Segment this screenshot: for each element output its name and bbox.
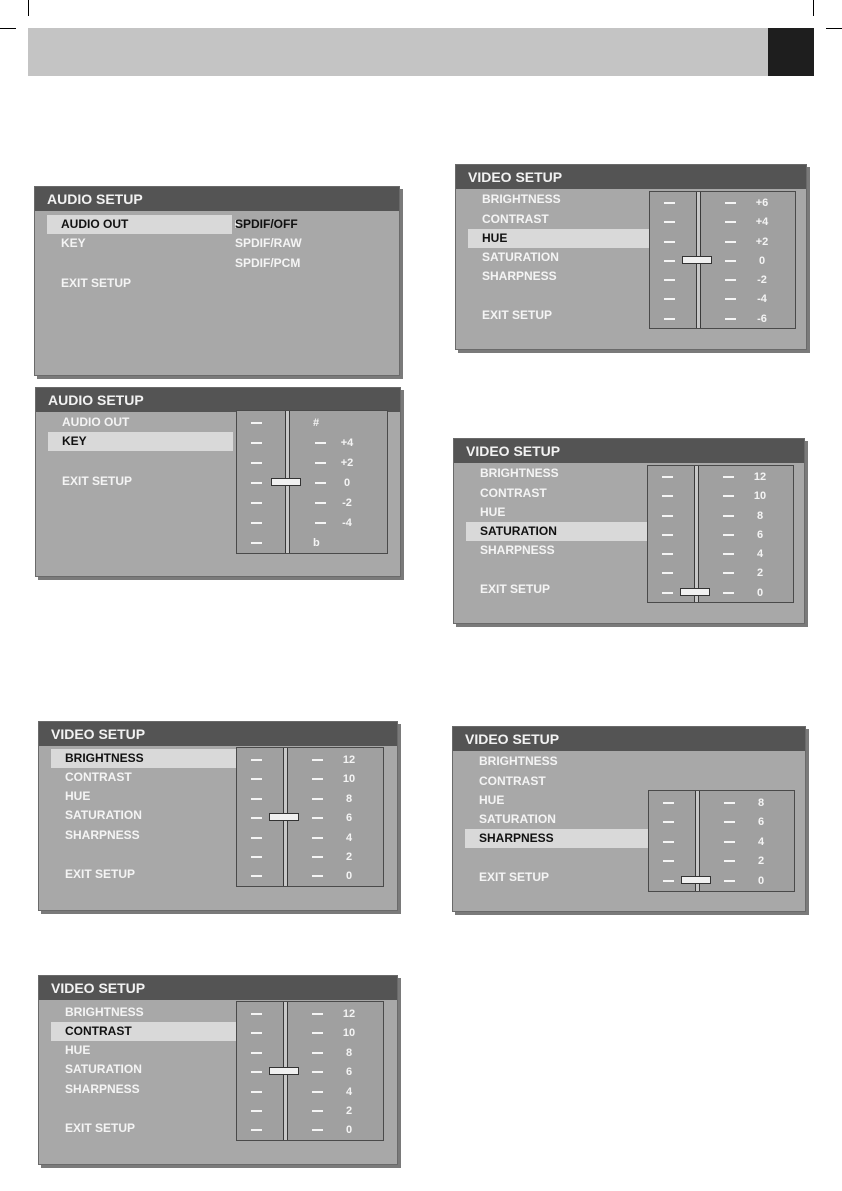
menu-item-exit-setup[interactable] bbox=[47, 274, 232, 293]
menu-item-label: EXIT SETUP bbox=[480, 582, 551, 596]
slider-tick bbox=[312, 1032, 323, 1034]
slider-tick bbox=[664, 241, 675, 243]
slider-tick bbox=[251, 1071, 262, 1073]
slider-label: 0 bbox=[345, 870, 353, 882]
saturation-slider[interactable] bbox=[647, 465, 794, 603]
slider-tick bbox=[251, 442, 262, 444]
slider-tick bbox=[724, 880, 735, 882]
hue-slider[interactable] bbox=[649, 191, 796, 329]
menu-title: VIDEO SETUP bbox=[453, 727, 805, 751]
menu-item-label: CONTRAST bbox=[479, 774, 546, 788]
slider-tick bbox=[663, 841, 674, 843]
crop-mark bbox=[826, 28, 842, 29]
slider-tick bbox=[251, 1110, 262, 1112]
slider-label: 6 bbox=[757, 816, 765, 828]
menu-item-label: HUE bbox=[65, 789, 91, 803]
menu-item-label: SATURATION bbox=[482, 250, 559, 264]
menu-item-brightness[interactable] bbox=[465, 752, 650, 771]
slider-label: 2 bbox=[756, 567, 764, 579]
menu-title: VIDEO SETUP bbox=[454, 439, 804, 463]
page-number-block bbox=[768, 28, 814, 76]
slider-tick bbox=[315, 462, 326, 464]
menu-item-label: SHARPNESS bbox=[479, 831, 554, 845]
menu-item-sharpness[interactable] bbox=[468, 267, 653, 286]
menu-item-hue[interactable] bbox=[51, 1041, 236, 1060]
slider-tick bbox=[312, 759, 323, 761]
crop-mark bbox=[813, 0, 814, 16]
slider-tick bbox=[312, 817, 323, 819]
video-setup-menu-sharpness bbox=[452, 726, 806, 912]
slider-tick bbox=[725, 202, 736, 204]
slider-tick bbox=[312, 856, 323, 858]
menu-item-saturation[interactable] bbox=[51, 806, 236, 825]
menu-item-label: EXIT SETUP bbox=[65, 867, 136, 881]
menu-item-label: EXIT SETUP bbox=[482, 308, 553, 322]
menu-item-exit-setup[interactable] bbox=[51, 1119, 236, 1138]
menu-item-label: HUE bbox=[479, 793, 505, 807]
slider-tick bbox=[723, 572, 734, 574]
slider-tick bbox=[315, 502, 326, 504]
slider-tick bbox=[663, 802, 674, 804]
slider-label: 4 bbox=[756, 548, 764, 560]
slider-label: 6 bbox=[756, 529, 764, 541]
slider-tick bbox=[662, 534, 673, 536]
slider-label: 2 bbox=[345, 851, 353, 863]
menu-item-hue[interactable] bbox=[465, 791, 650, 810]
menu-item-exit-setup[interactable] bbox=[466, 580, 651, 599]
slider-tick bbox=[251, 522, 262, 524]
menu-item-label: EXIT SETUP bbox=[61, 276, 132, 290]
slider-tick bbox=[723, 534, 734, 536]
slider-label: -2 bbox=[342, 497, 352, 509]
slider-tick bbox=[251, 462, 262, 464]
slider-tick bbox=[662, 553, 673, 555]
crop-mark bbox=[28, 0, 29, 16]
slider-label: 12 bbox=[753, 471, 767, 483]
page-header-bar bbox=[28, 28, 768, 76]
slider-label: 8 bbox=[756, 510, 764, 522]
menu-item-label: SATURATION bbox=[65, 808, 142, 822]
slider-tick bbox=[251, 1129, 262, 1131]
slider-tick bbox=[251, 1052, 262, 1054]
slider-knob[interactable] bbox=[682, 256, 712, 264]
slider-tick bbox=[663, 860, 674, 862]
slider-label: -6 bbox=[757, 313, 767, 325]
slider-tick bbox=[251, 837, 262, 839]
slider-label: +4 bbox=[755, 216, 769, 228]
slider-track bbox=[694, 466, 699, 602]
menu-item-brightness[interactable] bbox=[51, 749, 236, 768]
slider-label: 8 bbox=[345, 793, 353, 805]
slider-tick bbox=[312, 798, 323, 800]
slider-tick bbox=[251, 482, 262, 484]
slider-label: 6 bbox=[345, 812, 353, 824]
menu-item-saturation[interactable] bbox=[465, 810, 650, 829]
menu-item-contrast[interactable] bbox=[466, 484, 651, 503]
slider-tick bbox=[251, 817, 262, 819]
slider-label: 10 bbox=[753, 490, 767, 502]
slider-label: 0 bbox=[343, 477, 351, 489]
slider-tick bbox=[662, 495, 673, 497]
menu-item-hue[interactable] bbox=[466, 503, 651, 522]
menu-title: AUDIO SETUP bbox=[35, 187, 399, 211]
menu-item-hue[interactable] bbox=[468, 229, 653, 248]
slider-tick bbox=[312, 1129, 323, 1131]
menu-item-sharpness[interactable] bbox=[51, 826, 236, 845]
menu-item-sharpness[interactable] bbox=[466, 541, 651, 560]
slider-label: 10 bbox=[342, 773, 356, 785]
crop-mark bbox=[0, 28, 16, 29]
slider-tick bbox=[723, 515, 734, 517]
slider-tick bbox=[251, 542, 262, 544]
slider-tick bbox=[662, 592, 673, 594]
menu-item-label: SHARPNESS bbox=[65, 1082, 140, 1096]
slider-label: +4 bbox=[340, 437, 354, 449]
slider-tick bbox=[663, 821, 674, 823]
menu-item-label: CONTRAST bbox=[480, 486, 547, 500]
slider-label: -4 bbox=[757, 293, 767, 305]
menu-item-saturation[interactable] bbox=[466, 522, 651, 541]
slider-tick bbox=[662, 515, 673, 517]
slider-tick bbox=[251, 1091, 262, 1093]
key-slider[interactable] bbox=[236, 410, 388, 554]
slider-label: 8 bbox=[757, 797, 765, 809]
menu-item-label: CONTRAST bbox=[482, 212, 549, 226]
brightness-slider[interactable] bbox=[236, 747, 384, 887]
slider-tick bbox=[725, 298, 736, 300]
slider-tick bbox=[724, 821, 735, 823]
slider-label: 12 bbox=[342, 754, 356, 766]
sharpness-slider[interactable] bbox=[648, 790, 795, 892]
menu-item-label: HUE bbox=[482, 231, 508, 245]
slider-label: b bbox=[313, 537, 320, 549]
slider-tick bbox=[664, 221, 675, 223]
menu-item-label: KEY bbox=[62, 434, 87, 448]
slider-tick bbox=[251, 798, 262, 800]
menu-item-label: EXIT SETUP bbox=[65, 1121, 136, 1135]
menu-title: VIDEO SETUP bbox=[39, 722, 397, 746]
slider-tick bbox=[664, 202, 675, 204]
slider-knob[interactable] bbox=[269, 813, 299, 821]
menu-item-label: KEY bbox=[61, 236, 86, 250]
slider-tick bbox=[312, 1110, 323, 1112]
menu-item-audio-out[interactable] bbox=[47, 215, 232, 234]
audio-setup-menu-key bbox=[35, 387, 401, 577]
menu-title: VIDEO SETUP bbox=[39, 976, 397, 1000]
slider-tick bbox=[664, 298, 675, 300]
slider-tick bbox=[315, 442, 326, 444]
slider-label: 12 bbox=[342, 1008, 356, 1020]
menu-item-label: EXIT SETUP bbox=[62, 474, 133, 488]
option-spdif-raw[interactable]: SPDIF/RAW bbox=[235, 236, 302, 250]
slider-label: 2 bbox=[757, 855, 765, 867]
menu-item-brightness[interactable] bbox=[466, 464, 651, 483]
video-setup-menu-contrast bbox=[38, 975, 398, 1165]
menu-item-label: CONTRAST bbox=[65, 1024, 132, 1038]
slider-tick bbox=[251, 856, 262, 858]
slider-label: 4 bbox=[345, 1086, 353, 1098]
slider-tick bbox=[251, 1032, 262, 1034]
slider-label: -4 bbox=[342, 517, 352, 529]
slider-tick bbox=[312, 1052, 323, 1054]
menu-item-exit-setup[interactable] bbox=[48, 472, 233, 491]
menu-item-label: BRIGHTNESS bbox=[65, 1005, 144, 1019]
slider-label: 0 bbox=[757, 875, 765, 887]
menu-item-label: SATURATION bbox=[479, 812, 556, 826]
slider-label: 4 bbox=[345, 832, 353, 844]
slider-label: 8 bbox=[345, 1047, 353, 1059]
slider-tick bbox=[662, 572, 673, 574]
menu-item-key[interactable] bbox=[48, 432, 233, 451]
menu-title: VIDEO SETUP bbox=[456, 165, 806, 189]
menu-item-label: BRIGHTNESS bbox=[65, 751, 144, 765]
slider-tick bbox=[312, 778, 323, 780]
slider-knob[interactable] bbox=[269, 1067, 299, 1075]
slider-knob[interactable] bbox=[271, 478, 301, 486]
audio-setup-menu-audio-out bbox=[34, 186, 400, 376]
slider-tick bbox=[663, 880, 674, 882]
menu-item-brightness[interactable] bbox=[51, 1003, 236, 1022]
slider-tick bbox=[723, 476, 734, 478]
menu-item-label: BRIGHTNESS bbox=[482, 192, 561, 206]
slider-tick bbox=[723, 495, 734, 497]
slider-knob[interactable] bbox=[681, 876, 711, 884]
menu-item-exit-setup[interactable] bbox=[51, 865, 236, 884]
menu-item-exit-setup[interactable] bbox=[468, 306, 653, 325]
slider-label: +6 bbox=[755, 197, 769, 209]
menu-item-exit-setup[interactable] bbox=[465, 868, 650, 887]
menu-item-contrast[interactable] bbox=[468, 210, 653, 229]
menu-item-label: SHARPNESS bbox=[65, 828, 140, 842]
menu-item-sharpness[interactable] bbox=[465, 829, 650, 848]
slider-label: 10 bbox=[342, 1027, 356, 1039]
slider-tick bbox=[315, 482, 326, 484]
slider-tick bbox=[662, 476, 673, 478]
option-spdif-pcm[interactable]: SPDIF/PCM bbox=[235, 256, 301, 270]
slider-label: 4 bbox=[757, 836, 765, 848]
menu-item-label: SATURATION bbox=[480, 524, 557, 538]
menu-item-key[interactable] bbox=[47, 234, 232, 253]
slider-tick bbox=[251, 778, 262, 780]
slider-tick bbox=[251, 502, 262, 504]
menu-item-label: HUE bbox=[480, 505, 506, 519]
slider-tick bbox=[724, 860, 735, 862]
slider-tick bbox=[312, 1071, 323, 1073]
menu-item-label: CONTRAST bbox=[65, 770, 132, 784]
video-setup-menu-brightness bbox=[38, 721, 398, 911]
menu-item-label: AUDIO OUT bbox=[62, 415, 130, 429]
slider-tick bbox=[251, 1013, 262, 1015]
slider-tick bbox=[251, 875, 262, 877]
slider-tick bbox=[312, 875, 323, 877]
slider-tick bbox=[725, 241, 736, 243]
video-setup-menu-saturation bbox=[453, 438, 805, 624]
contrast-slider[interactable] bbox=[236, 1001, 384, 1141]
slider-label: 2 bbox=[345, 1105, 353, 1117]
slider-label: 0 bbox=[758, 255, 766, 267]
slider-tick bbox=[725, 221, 736, 223]
slider-label: +2 bbox=[340, 457, 354, 469]
slider-tick bbox=[723, 553, 734, 555]
menu-item-label: BRIGHTNESS bbox=[480, 466, 559, 480]
slider-tick bbox=[724, 802, 735, 804]
slider-tick bbox=[725, 279, 736, 281]
slider-tick bbox=[724, 841, 735, 843]
menu-item-label: BRIGHTNESS bbox=[479, 754, 558, 768]
slider-label: 0 bbox=[756, 587, 764, 599]
menu-item-brightness[interactable] bbox=[468, 190, 653, 209]
menu-item-contrast[interactable] bbox=[51, 1022, 236, 1041]
slider-tick bbox=[312, 1091, 323, 1093]
menu-item-label: SHARPNESS bbox=[480, 543, 555, 557]
menu-item-sharpness[interactable] bbox=[51, 1080, 236, 1099]
menu-item-contrast[interactable] bbox=[51, 768, 236, 787]
menu-item-audio-out[interactable] bbox=[48, 413, 233, 432]
slider-tick bbox=[664, 260, 675, 262]
menu-item-hue[interactable] bbox=[51, 787, 236, 806]
slider-tick bbox=[315, 522, 326, 524]
slider-label: -2 bbox=[757, 274, 767, 286]
slider-label: 0 bbox=[345, 1124, 353, 1136]
menu-item-label: EXIT SETUP bbox=[479, 870, 550, 884]
menu-item-saturation[interactable] bbox=[51, 1060, 236, 1079]
slider-tick bbox=[251, 422, 262, 424]
menu-title: AUDIO SETUP bbox=[36, 388, 400, 412]
option-spdif-off[interactable]: SPDIF/OFF bbox=[235, 217, 298, 231]
slider-tick bbox=[312, 837, 323, 839]
slider-knob[interactable] bbox=[680, 588, 710, 596]
menu-item-label: AUDIO OUT bbox=[61, 217, 129, 231]
slider-label: 6 bbox=[345, 1066, 353, 1078]
slider-tick bbox=[664, 318, 675, 320]
menu-item-label: HUE bbox=[65, 1043, 91, 1057]
video-setup-menu-hue bbox=[455, 164, 807, 350]
menu-item-saturation[interactable] bbox=[468, 248, 653, 267]
slider-tick bbox=[725, 318, 736, 320]
menu-item-label: SATURATION bbox=[65, 1062, 142, 1076]
slider-label: +2 bbox=[755, 236, 769, 248]
slider-label: # bbox=[313, 417, 320, 429]
menu-item-contrast[interactable] bbox=[465, 772, 650, 791]
menu-item-label: SHARPNESS bbox=[482, 269, 557, 283]
slider-tick bbox=[312, 1013, 323, 1015]
slider-tick bbox=[725, 260, 736, 262]
slider-tick bbox=[723, 592, 734, 594]
slider-tick bbox=[664, 279, 675, 281]
slider-tick bbox=[251, 759, 262, 761]
